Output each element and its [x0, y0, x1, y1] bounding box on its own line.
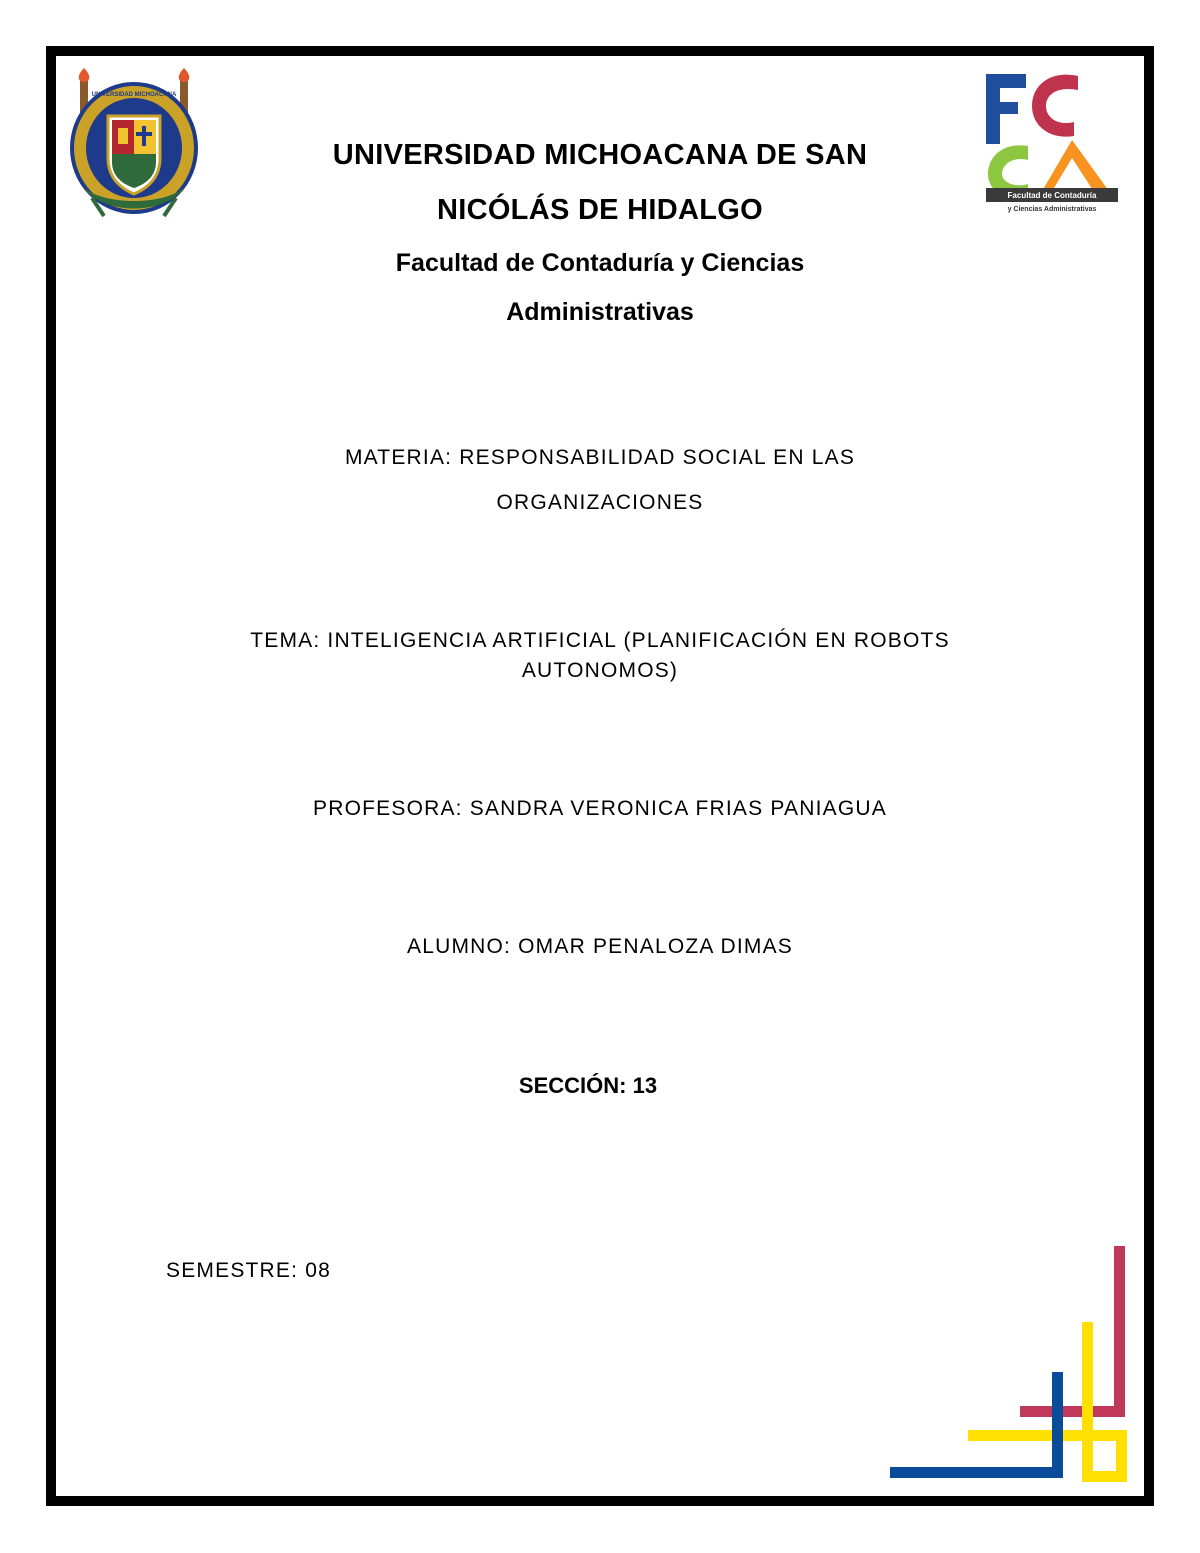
corner-decoration	[888, 1244, 1130, 1484]
tema-line2: AUTONOMOS)	[521, 659, 679, 682]
svg-text:Facultad de Contaduría: Facultad de Contaduría	[1007, 191, 1097, 200]
university-name-line1: UNIVERSIDAD MICHOACANA DE SAN	[332, 139, 868, 171]
semestre-line: SEMESTRE: 08	[166, 1259, 331, 1282]
university-name-line2: NICÓLÁS DE HIDALGO	[436, 194, 763, 226]
tema-line1: TEMA: INTELIGENCIA ARTIFICIAL (PLANIFICACIÓN EN ROBOTS	[250, 629, 950, 652]
faculty-name-line2: Administrativas	[506, 298, 694, 326]
seccion-line: SECCIÓN: 13	[518, 1073, 658, 1098]
profesora-line: PROFESORA: SANDRA VERONICA FRIAS PANIAGUA	[313, 797, 887, 820]
materia-line1: MATERIA: RESPONSABILIDAD SOCIAL EN LAS	[344, 446, 856, 469]
faculty-name-line1: Facultad de Contaduría y Ciencias	[395, 249, 805, 277]
svg-text:y Ciencias Administrativas: y Ciencias Administrativas	[1007, 206, 1097, 213]
materia-line2: ORGANIZACIONES	[496, 491, 704, 514]
alumno-line: ALUMNO: OMAR PENALOZA DIMAS	[407, 935, 793, 958]
svg-text:UNIVERSIDAD MICHOACANA: UNIVERSIDAD MICHOACANA	[91, 92, 177, 98]
